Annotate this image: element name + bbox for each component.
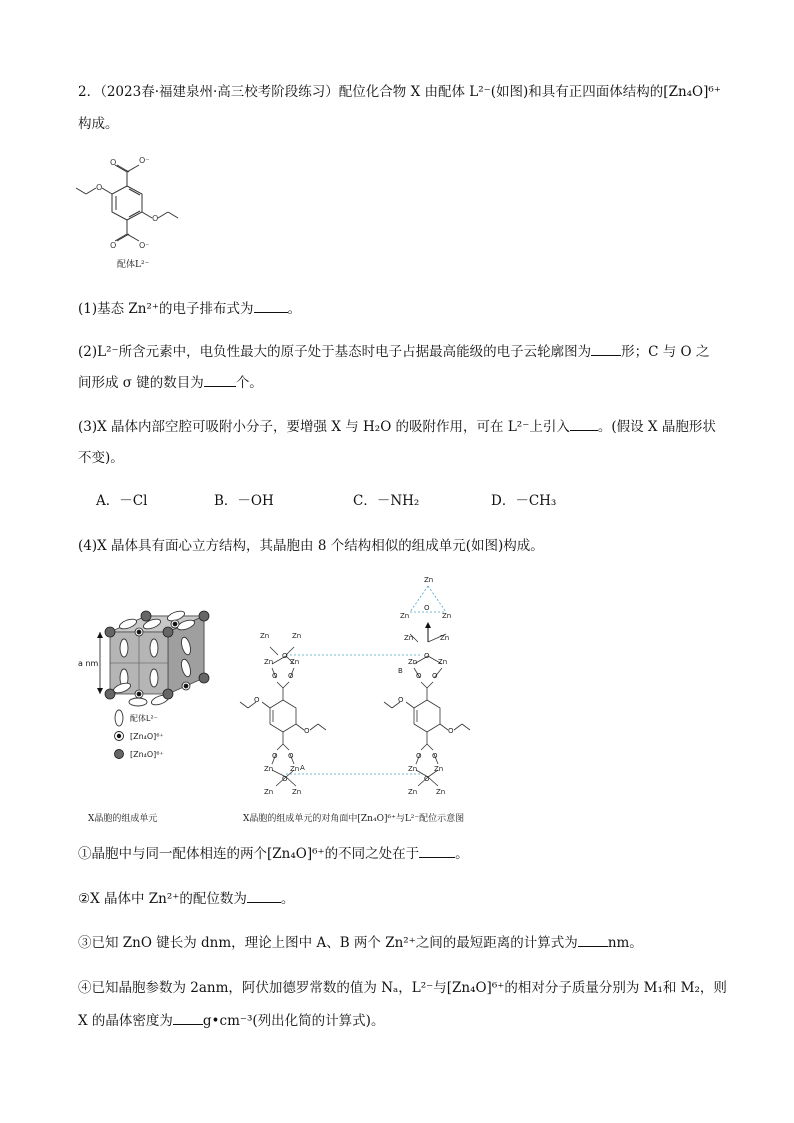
sub1-end: 。 (455, 846, 469, 862)
zn-atom-label: Zn (436, 788, 446, 796)
sub2-text: ②X 晶体中 Zn²⁺的配位数为 (78, 891, 247, 907)
ligand-caption: 配体L²⁻ (117, 260, 150, 270)
ligand-structure-figure (72, 152, 202, 270)
q1-answer-blank[interactable] (254, 298, 288, 313)
o-atom-label: O (432, 752, 438, 760)
o-atom-label: O (424, 604, 430, 612)
o-atom-label: O (254, 696, 260, 704)
zn-atom-label: Zn (260, 632, 270, 640)
zn-atom-label: Zn (438, 658, 448, 666)
q1-line (78, 298, 301, 319)
q2-line1 (78, 341, 709, 362)
zn-atom-label: Zn (264, 658, 274, 666)
sub4-line2 (78, 1010, 384, 1031)
zn-atom-label: Zn (290, 658, 300, 666)
o-atom-label: O (288, 752, 294, 760)
q2-text-d: 个。 (235, 375, 263, 391)
right-figure-caption: X晶胞的组成单元的对角面中[Zn₄O]⁶⁺与L²⁻配位示意图 (243, 814, 465, 824)
q3-line2: 不变)。 (78, 450, 124, 466)
zn-atom-label: Zn (290, 765, 300, 773)
q3-options (96, 491, 556, 511)
sub1-answer-blank[interactable] (419, 843, 455, 858)
q3-text-b: 。(假设 X 晶胞形状 (597, 419, 716, 435)
sub2-line (78, 888, 294, 909)
o-atom-label: O (288, 672, 294, 680)
o-atom-label: O (424, 775, 430, 783)
ligand-atom-o: O (110, 158, 117, 167)
label-b: B (398, 667, 403, 675)
legend-zn4o-b-label: [Zn₄O]⁶⁺ (130, 750, 164, 759)
o-atom-label: O (272, 752, 278, 760)
sub1-line (78, 843, 469, 864)
o-atom-label: O (448, 727, 454, 735)
zn-atom-label: Zn (408, 658, 418, 666)
option-c[interactable]: C．－NH₂ (353, 493, 420, 509)
sub4-line1: ④已知晶胞参数为 2anm，阿伏加德罗常数的值为 Nₐ，L²⁻与[Zn₄O]⁶⁺的相对分子质量分别为 M₁和 M₂，则 (78, 980, 727, 996)
sub4-answer-blank[interactable] (173, 1010, 203, 1025)
option-b[interactable]: B．－OH (214, 493, 274, 509)
zn-atom-label: Zn (434, 765, 444, 773)
q2-shape-blank[interactable] (591, 341, 621, 356)
q2-text-b: 形；C 与 O 之 (621, 344, 710, 360)
o-atom-label: O (282, 652, 288, 660)
ligand-atom-o-minus: O⁻ (139, 241, 150, 250)
q2-line2 (78, 372, 263, 393)
zn-atom-label: Zn (400, 612, 410, 620)
q2-text-c: 间形成 σ 键的数目为 (78, 375, 204, 391)
sub3-text: ③已知 ZnO 键长为 dnm，理论上图中 A、B 两个 Zn²⁺之间的最短距离的计算式为 (78, 935, 578, 951)
option-d[interactable]: D．－CH₃ (491, 493, 557, 509)
o-atom-label: O (282, 775, 288, 783)
q3-answer-blank[interactable] (570, 416, 598, 431)
ligand-atom-o: O (152, 214, 159, 223)
zn-atom-label: Zn (292, 788, 302, 796)
o-atom-label: O (424, 652, 430, 660)
q4-line: (4)X 晶体具有面心立方结构，其晶胞由 8 个结构相似的组成单元(如图)构成。 (78, 538, 544, 554)
coordination-diagram (232, 572, 482, 804)
legend-ligand-label: 配体L²⁻ (130, 714, 158, 723)
zn-atom-label: Zn (264, 788, 274, 796)
o-atom-label: O (432, 672, 438, 680)
question-intro-line2: 构成。 (78, 116, 119, 132)
o-atom-label: O (304, 727, 310, 735)
figure-legend (115, 710, 164, 759)
label-a: A (300, 764, 305, 772)
zn-atom-label: Zn (442, 612, 452, 620)
zn-atom-label: Zn (408, 765, 418, 773)
zn-atom-label: Zn (404, 634, 414, 642)
zn-atom-label: Zn (408, 788, 418, 796)
o-atom-label: O (272, 672, 278, 680)
q2-text-a: (2)L²⁻所含元素中，电负性最大的原子处于基态时电子占据最高能级的电子云轮廓图为 (78, 344, 592, 360)
left-figure-caption: X晶胞的组成单元 (88, 814, 158, 824)
ligand-atom-o: O (110, 241, 117, 250)
sub3-line (78, 932, 643, 953)
q3-line1 (78, 416, 716, 437)
dimension-label: a nm (78, 659, 99, 668)
sub4-text: X 的晶体密度为 (78, 1013, 173, 1029)
sub4-end: g•cm⁻³(列出化简的计算式)。 (202, 1013, 385, 1029)
q1-text: (1)基态 Zn²⁺的电子排布式为 (78, 301, 254, 317)
zn-atom-label: Zn (424, 576, 434, 584)
ligand-atom-o-minus: O⁻ (139, 156, 150, 165)
sub2-end: 。 (280, 891, 295, 907)
sub1-text: ①晶胞中与同一配体相连的两个[Zn₄O]⁶⁺的不同之处在于 (78, 846, 420, 862)
zn-atom-label: Zn (264, 765, 274, 773)
q1-end: 。 (287, 301, 302, 317)
o-atom-label: O (398, 696, 404, 704)
crystal-unit-figure (76, 598, 226, 768)
o-atom-label: O (416, 672, 422, 680)
option-a[interactable]: A．－Cl (96, 493, 148, 509)
ligand-atom-o: O (96, 183, 103, 192)
legend-ligand-icon (115, 710, 123, 726)
q2-count-blank[interactable] (204, 372, 236, 387)
sub3-answer-blank[interactable] (578, 932, 608, 947)
q3-text-a: (3)X 晶体内部空腔可吸附小分子，要增强 X 与 H₂O 的吸附作用，可在 L²⁻上引入 (78, 419, 570, 435)
question-intro-line1: 2．（2023春·福建泉州·高三校考阶段练习）配位化合物 X 由配体 L²⁻(如图)和具有正四面体结构的[Zn₄O]⁶⁺ (78, 84, 721, 100)
legend-zn4o-a-label: [Zn₄O]⁶⁺ (130, 732, 164, 741)
zn-atom-label: Zn (440, 634, 450, 642)
legend-zn4o-b-icon (115, 750, 124, 759)
o-atom-label: O (416, 752, 422, 760)
sub2-answer-blank[interactable] (247, 888, 281, 903)
zn-atom-label: Zn (292, 632, 302, 640)
sub3-end: nm。 (607, 935, 643, 951)
